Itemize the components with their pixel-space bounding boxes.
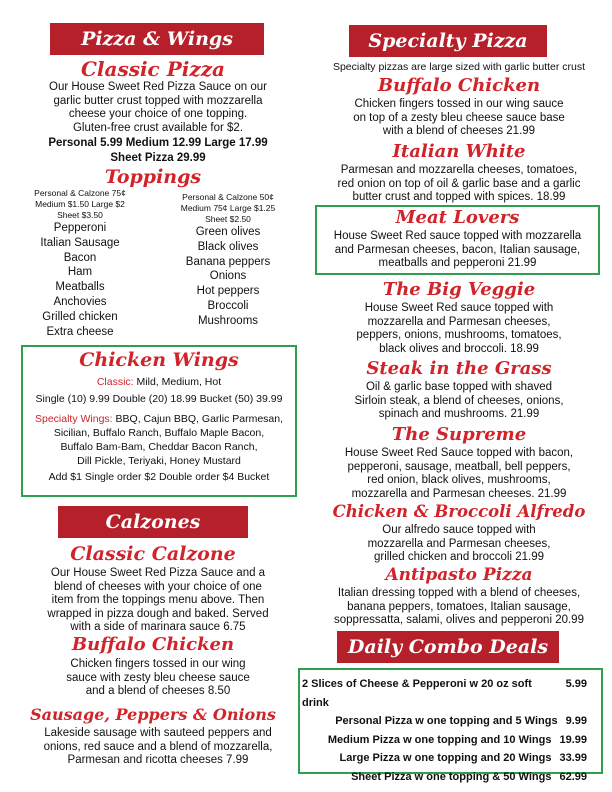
- topping-item: Banana peppers: [185, 255, 271, 268]
- antipasto-desc: [306, 587, 612, 628]
- desc-line: grilled chicken and broccoli 21.99: [373, 551, 545, 563]
- desc-line: sauce with zesty bleu cheese sauce: [66, 671, 250, 684]
- toppings-price-line: Medium 75¢ Large $1.25: [180, 203, 276, 213]
- toppings-right-column: [166, 192, 290, 329]
- desc-line: House Sweet Red Sauce topped with bacon,: [344, 447, 574, 459]
- desc-line: pepperoni, sausage, meatball, bell peppers,: [347, 460, 571, 473]
- combo-price: 62.99: [559, 770, 587, 783]
- toppings-title: Toppings: [104, 166, 202, 188]
- steak-grass-desc: [306, 381, 612, 422]
- combo-item: [302, 749, 599, 768]
- combo-item: [302, 712, 599, 731]
- specialty-line: Buffalo Bam-Bam, Cheddar Bacon Ranch,: [60, 441, 258, 453]
- desc-line: banana peppers, tomatoes, Italian sausage,: [347, 600, 571, 613]
- desc-line: black olives and broccoli. 18.99: [379, 342, 539, 355]
- desc-line: Parmesan and ricotta cheeses 7.99: [67, 754, 249, 766]
- desc-line: onions, red sauce and a blend of mozzarella,: [43, 740, 273, 753]
- toppings-price-line: Sheet $3.50: [57, 210, 103, 220]
- classic-calzone-title: Classic Calzone: [70, 543, 236, 565]
- topping-item: Pepperoni: [53, 222, 107, 234]
- combo-item: [302, 731, 599, 750]
- desc-line: on top of a zesty bleu cheese sauce base: [353, 111, 565, 124]
- topping-item: Broccoli: [207, 299, 249, 312]
- buffalo-chicken-desc: [306, 98, 612, 139]
- desc-line: with a blend of cheeses 21.99: [382, 125, 536, 137]
- desc-line: Our alfredo sauce topped with: [382, 524, 536, 536]
- desc-line: and Parmesan cheeses, bacon, Italian sausage,: [334, 243, 581, 256]
- combo-item: [302, 675, 599, 712]
- desc-line: garlic butter crust topped with mozzarella: [53, 94, 263, 107]
- buffalo-chicken-title: Buffalo Chicken: [377, 75, 541, 96]
- toppings-price-line: Personal & Calzone 75¢: [34, 188, 126, 198]
- desc-line: and a blend of cheeses 8.50: [85, 685, 231, 697]
- specialty-label: Specialty Wings:: [34, 413, 113, 425]
- sausage-calzone-desc: [15, 727, 301, 768]
- sheet-pizza-price: Sheet Pizza 29.99: [110, 151, 206, 164]
- big-veggie-title: The Big Veggie: [382, 279, 536, 300]
- desc-line: with a side of marinara sauce 6.75: [70, 621, 246, 633]
- calzones-header: Calzones: [58, 506, 248, 538]
- combo-label: Personal Pizza w one topping and 5 Wings: [335, 715, 558, 727]
- desc-line: mozzarella and Parmesan cheeses,: [367, 537, 551, 550]
- toppings-price-line: Medium $1.50 Large $2: [35, 199, 125, 209]
- desc-line: cheese your choice of one topping.: [68, 108, 248, 120]
- combo-price: 5.99: [565, 678, 587, 690]
- specialty-line: Dill Pickle, Teriyaki, Honey Mustard: [77, 455, 241, 467]
- toppings-left-column: [20, 188, 140, 339]
- specialty-wings-line: [24, 412, 294, 426]
- combo-list: [302, 675, 599, 786]
- chicken-broccoli-title: Chicken & Broccoli Alfredo: [332, 502, 586, 521]
- combo-deals-header: Daily Combo Deals: [337, 631, 559, 663]
- desc-line: Oil & garlic base topped with shaved: [365, 381, 553, 393]
- desc-line: Chicken fingers tossed in our wing: [70, 658, 246, 670]
- topping-item: Italian Sausage: [40, 236, 120, 249]
- chicken-broccoli-desc: [306, 524, 612, 565]
- chicken-wings-details: [24, 375, 294, 484]
- supreme-desc: [306, 447, 612, 501]
- specialty-pizza-header: Specialty Pizza: [349, 25, 547, 57]
- sausage-calzone-title: Sausage, Peppers & Onions: [30, 705, 276, 724]
- buffalo-calzone-title: Buffalo Chicken: [71, 634, 235, 655]
- specialty-note: Specialty pizzas are large sized with garlic butter crust: [332, 61, 586, 73]
- desc-line: blend of cheeses with your choice of one: [54, 580, 262, 593]
- classic-wings-line: [24, 375, 294, 389]
- topping-item: Extra cheese: [46, 325, 114, 338]
- topping-item: Ham: [67, 266, 93, 279]
- desc-line: red onion on top of oil & garlic base and a garlic: [337, 177, 581, 190]
- topping-item: Anchovies: [53, 295, 107, 308]
- combo-label: 2 Slices of Cheese & Pepperoni w 20 oz soft drink: [302, 678, 532, 709]
- combo-price: 9.99: [565, 715, 587, 727]
- desc-line: mozzarella and Parmesan cheeses. 21.99: [351, 487, 567, 500]
- supreme-title: The Supreme: [391, 424, 527, 445]
- desc-line: Sirloin steak, a blend of cheeses, onions,: [354, 394, 564, 407]
- classic-pizza-prices: Personal 5.99 Medium 12.99 Large 17.99: [48, 137, 268, 149]
- desc-line: Italian dressing topped with a blend of cheeses,: [337, 587, 581, 599]
- specialty-line: Sicilian, Buffalo Ranch, Buffalo Maple Bacon,: [53, 427, 265, 439]
- topping-item: Mushrooms: [197, 314, 259, 327]
- italian-white-desc: [306, 164, 612, 205]
- toppings-price-line: Personal & Calzone 50¢: [182, 192, 274, 202]
- desc-line: Gluten-free crust available for $2.: [72, 121, 244, 134]
- buffalo-calzone-desc: [20, 658, 296, 699]
- desc-line: Parmesan and mozzarella cheeses, tomatoes,: [340, 164, 578, 176]
- desc-line: mozzarella and Parmesan cheeses,: [367, 315, 551, 328]
- topping-item: Black olives: [197, 240, 259, 253]
- combo-label: Medium Pizza w one topping and 10 Wings: [327, 733, 552, 746]
- desc-line: House Sweet Red sauce topped with: [364, 302, 554, 314]
- antipasto-title: Antipasto Pizza: [385, 565, 533, 585]
- topping-item: Green olives: [195, 226, 261, 238]
- desc-line: meatballs and pepperoni 21.99: [378, 257, 537, 269]
- classic-calzone-desc: [20, 567, 296, 635]
- desc-line: peppers, onions, mushrooms, tomatoes,: [356, 329, 562, 341]
- chicken-wings-title: Chicken Wings: [79, 349, 239, 371]
- combo-price: 33.99: [559, 752, 587, 764]
- pizza-wings-header: Pizza & Wings: [50, 23, 264, 55]
- desc-line: Our House Sweet Red Pizza Sauce and a: [50, 567, 266, 579]
- topping-item: Grilled chicken: [42, 310, 118, 323]
- classic-label: Classic:: [96, 376, 134, 388]
- topping-item: Hot peppers: [196, 285, 260, 298]
- wings-addon: Add $1 Single order $2 Double order $4 Bucket: [48, 471, 270, 483]
- desc-line: red onion, black olives, mushrooms,: [367, 474, 551, 486]
- classic-flavors: Mild, Medium, Hot: [133, 376, 222, 388]
- topping-item: Onions: [209, 270, 247, 283]
- desc-line: House Sweet Red sauce topped with mozzarella: [333, 230, 582, 242]
- desc-line: Lakeside sausage with sauteed peppers and: [44, 727, 272, 739]
- desc-line: wrapped in pizza dough and baked. Served: [47, 607, 269, 620]
- desc-line: spinach and mushrooms. 21.99: [378, 408, 540, 420]
- topping-item: Bacon: [63, 251, 97, 264]
- steak-grass-title: Steak in the Grass: [366, 358, 552, 379]
- italian-white-title: Italian White: [392, 141, 526, 162]
- combo-price: 19.99: [559, 733, 587, 746]
- desc-line: Our House Sweet Red Pizza Sauce on our: [49, 81, 267, 93]
- desc-line: Chicken fingers tossed in our wing sauce: [354, 98, 564, 110]
- desc-line: soppressatta, salami, olives and pepperoni 20.99: [334, 614, 584, 626]
- desc-line: butter crust and topped with spices. 18.99: [352, 191, 566, 203]
- classic-pizza-desc: [20, 81, 296, 165]
- specialty-flavors: BBQ, Cajun BBQ, Garlic Parmesan,: [112, 413, 284, 425]
- toppings-price-line: Sheet $2.50: [205, 214, 251, 224]
- combo-label: Large Pizza w one topping and 20 Wings: [339, 752, 552, 764]
- meat-lovers-title: Meat Lovers: [395, 207, 520, 228]
- meat-lovers-desc: [315, 230, 600, 271]
- desc-line: item from the toppings menu above. Then: [51, 594, 265, 606]
- combo-label: Sheet Pizza w one topping & 50 Wings: [351, 770, 552, 783]
- wing-sizes: Single (10) 9.99 Double (20) 18.99 Bucket (50) 39.99: [35, 393, 283, 405]
- classic-pizza-title: Classic Pizza: [80, 57, 226, 81]
- big-veggie-desc: [306, 302, 612, 356]
- combo-item: [302, 768, 599, 787]
- topping-item: Meatballs: [55, 281, 105, 294]
